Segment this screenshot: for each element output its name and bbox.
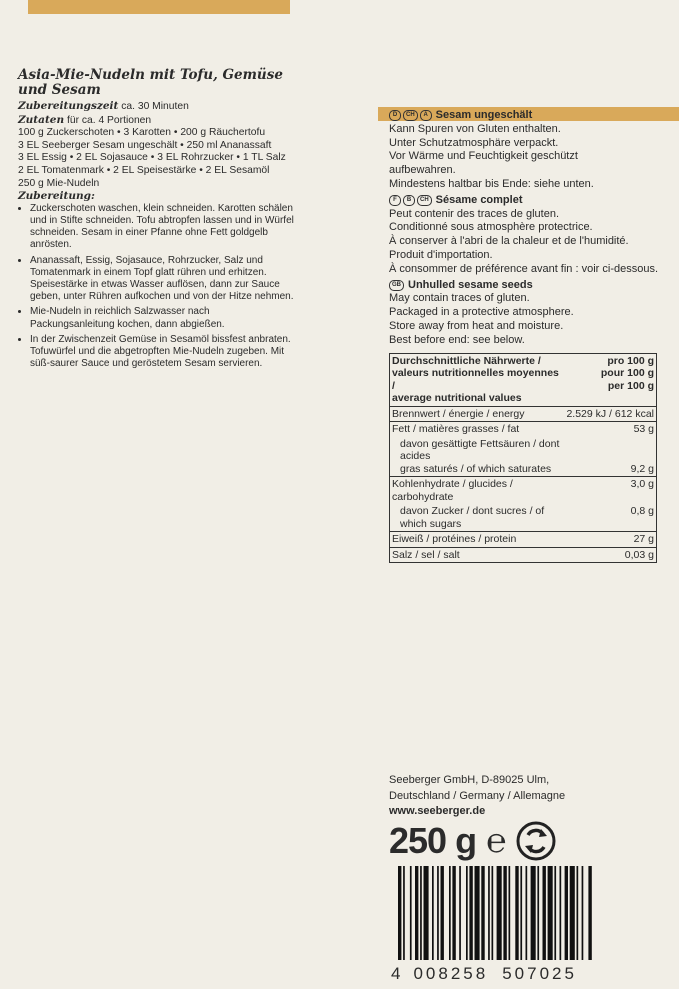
saturates-value: 9,2 g bbox=[630, 462, 654, 475]
saturates-label bbox=[390, 437, 565, 477]
barcode-bar bbox=[488, 866, 490, 960]
per-line: per 100 g bbox=[607, 379, 654, 392]
barcode-bar bbox=[420, 866, 422, 960]
barcode-bar bbox=[565, 866, 568, 960]
barcode-bar bbox=[588, 866, 591, 960]
ingredient-line: 250 g Mie-Nudeln bbox=[18, 177, 100, 189]
barcode-bar bbox=[531, 866, 536, 960]
step-item: • Mie-Nudeln in reichlich Salzwasser nach Packungsanleitung kochen, dann abgießen. bbox=[30, 306, 296, 330]
step-item: • Zuckerschoten waschen, klein schneiden. Karotten schälen und in Stifte schneiden. Tofu abtropfen lassen und in Würfel schneiden. Sesam in einer Pfanne ohne Fett goldgelb anrösten. bbox=[30, 203, 296, 252]
per-line: pro 100 g bbox=[607, 354, 654, 367]
barcode-bar bbox=[582, 866, 584, 960]
product-info bbox=[389, 107, 657, 563]
barcode-bar bbox=[441, 866, 444, 960]
country-codes bbox=[389, 195, 432, 206]
sugars-label: davon Zucker / dont sucres / of which sugars bbox=[400, 505, 545, 530]
info-line: aufbewahren. bbox=[389, 164, 456, 177]
per-line: pour 100 g bbox=[600, 367, 654, 380]
barcode-bar bbox=[554, 866, 556, 960]
recycling-arrows-icon bbox=[516, 821, 556, 861]
barcode-bar bbox=[449, 866, 451, 960]
energy-value: 2.529 kJ / 612 kcal bbox=[564, 406, 656, 422]
fat-label: Fett / matières grasses / fat bbox=[390, 422, 565, 437]
barcode-bar bbox=[537, 866, 539, 960]
country-code-badge: D bbox=[389, 110, 401, 121]
barcode-bar bbox=[492, 866, 494, 960]
info-line: Peut contenir des traces de gluten. bbox=[389, 207, 559, 220]
barcode-bar bbox=[403, 866, 405, 960]
company-website: www.seeberger.de bbox=[389, 805, 486, 817]
protein-label: Eiweiß / protéines / protein bbox=[390, 532, 565, 548]
nutrition-header-row bbox=[390, 353, 657, 406]
country-codes bbox=[389, 280, 404, 291]
salt-value: 0,03 g bbox=[564, 547, 656, 563]
barcode-bar bbox=[570, 866, 575, 960]
product-heading-en bbox=[389, 279, 657, 293]
ingredients-label: Zutaten bbox=[18, 113, 65, 126]
prep-time bbox=[18, 100, 296, 114]
barcode-bar bbox=[469, 866, 472, 960]
product-title-en: Unhulled sesame seeds bbox=[408, 278, 533, 291]
product-title-fr: Sésame complet bbox=[435, 193, 523, 206]
sugars-row bbox=[390, 504, 657, 532]
barcode-group: 507025 bbox=[502, 964, 577, 983]
nutrition-header-line: average nutritional values bbox=[392, 392, 522, 405]
company-address bbox=[389, 773, 565, 820]
barcode-bar bbox=[475, 866, 480, 960]
company-line: Deutschland / Germany / Allemagne bbox=[389, 789, 566, 802]
info-line: Unter Schutzatmosphäre verpackt. bbox=[389, 136, 559, 149]
per-100g-header bbox=[564, 353, 656, 406]
fat-value: 53 g bbox=[564, 422, 656, 437]
barcode-bar bbox=[415, 866, 418, 960]
protein-value: 27 g bbox=[564, 532, 656, 548]
country-code-badge: B bbox=[403, 195, 415, 206]
saturates-label-line: gras saturés / of which saturates bbox=[400, 462, 552, 475]
barcode-bar bbox=[481, 866, 484, 960]
recipe-title: Asia-Mie-Nudeln mit Tofu, Gemüse und Sesam bbox=[18, 67, 283, 98]
info-line: Mindestens haltbar bis Ende: siehe unten. bbox=[389, 177, 594, 190]
product-heading-fr bbox=[389, 194, 657, 208]
salt-row bbox=[390, 547, 657, 563]
fat-row bbox=[390, 422, 657, 437]
country-code-badge: CH bbox=[417, 195, 432, 206]
barcode-group: 008258 bbox=[413, 964, 489, 983]
barcode-first-digit: 4 bbox=[391, 964, 404, 983]
nutrition-table bbox=[389, 353, 657, 564]
info-line: May contain traces of gluten. bbox=[389, 292, 530, 305]
barcode-bar bbox=[515, 866, 518, 960]
ingredient-line: 2 EL Tomatenmark • 2 EL Speisestärke • 2 EL Sesamöl bbox=[18, 164, 270, 176]
info-line: À conserver à l'abri de la chaleur et de l'humidité. bbox=[389, 235, 629, 248]
protein-row bbox=[390, 532, 657, 548]
company-line: Seeberger GmbH, D-89025 Ulm, bbox=[389, 774, 550, 786]
energy-label: Brennwert / énergie / energy bbox=[390, 406, 565, 422]
barcode-bar bbox=[577, 866, 579, 960]
barcode-bar bbox=[509, 866, 511, 960]
info-line: Packaged in a protective atmosphere. bbox=[389, 306, 574, 319]
product-heading-de bbox=[389, 109, 657, 123]
barcode-bar bbox=[424, 866, 429, 960]
barcode-bar bbox=[452, 866, 455, 960]
sugars-value: 0,8 g bbox=[630, 505, 654, 518]
carbohydrate-value: 3,0 g bbox=[564, 477, 656, 505]
barcode-bar bbox=[560, 866, 562, 960]
carbohydrate-row bbox=[390, 477, 657, 505]
barcode-bar bbox=[459, 866, 461, 960]
saturates-row bbox=[390, 437, 657, 477]
weight-value: 250 g bbox=[389, 820, 477, 861]
info-line: Produit d'importation. bbox=[389, 248, 493, 261]
energy-row bbox=[390, 406, 657, 422]
barcode-bar bbox=[503, 866, 506, 960]
product-title-de: Sesam ungeschält bbox=[435, 109, 533, 121]
nutrition-header-line: Durchschnittliche Nährwerte / bbox=[392, 354, 541, 367]
net-weight bbox=[389, 820, 556, 862]
barcode-bar bbox=[526, 866, 528, 960]
country-code-badge: CH bbox=[403, 110, 418, 121]
top-color-band-left bbox=[28, 0, 290, 14]
nutrition-header bbox=[390, 353, 565, 406]
steps-label: Zubereitung: bbox=[18, 190, 95, 203]
country-code-badge: GB bbox=[389, 280, 404, 291]
salt-label: Salz / sel / salt bbox=[390, 547, 565, 563]
ingredient-line: 3 EL Essig • 2 EL Sojasauce • 3 EL Rohrzucker • 1 TL Salz bbox=[18, 152, 286, 164]
barcode-bar bbox=[520, 866, 522, 960]
ingredient-line: 3 EL Seeberger Sesam ungeschält • 250 ml Ananassaft bbox=[18, 139, 272, 151]
estimated-sign: ℮ bbox=[486, 822, 507, 860]
barcode-bar bbox=[410, 866, 412, 960]
barcode-bar bbox=[437, 866, 439, 960]
country-code-badge: F bbox=[389, 195, 401, 206]
info-line: Best before end: see below. bbox=[389, 333, 525, 346]
barcode-bars bbox=[398, 866, 654, 960]
ingredients-value: für ca. 4 Portionen bbox=[67, 114, 152, 126]
saturates-label-line: davon gesättigte Fettsäuren / dont acides bbox=[400, 437, 560, 463]
barcode-bar bbox=[432, 866, 434, 960]
barcode-bar bbox=[398, 866, 401, 960]
prep-value: ca. 30 Minuten bbox=[121, 101, 189, 112]
steps-list bbox=[18, 203, 296, 371]
info-line: À consommer de préférence avant fin : voir ci-dessous. bbox=[389, 262, 659, 275]
ingredient-line: 100 g Zuckerschoten • 3 Karotten • 200 g Räuchertofu bbox=[18, 127, 266, 139]
prep-label: Zubereitungszeit bbox=[18, 100, 119, 112]
ingredients-heading bbox=[18, 114, 296, 128]
barcode-bar bbox=[466, 866, 468, 960]
country-code-badge: A bbox=[420, 110, 432, 121]
barcode-bar bbox=[548, 866, 553, 960]
country-codes bbox=[389, 110, 432, 121]
carbohydrate-label: Kohlenhydrate / glucides / carbohydrate bbox=[390, 477, 565, 505]
nutrition-header-line: valeurs nutritionnelles moyennes / bbox=[392, 367, 559, 392]
step-item: • Ananassaft, Essig, Sojasauce, Rohrzucker, Salz und Tomatenmark in einem Topf glatt rühren und erhitzen. Speisestärke in etwas Wasser auflösen, dann zur Sauce geben, unter Rühren aufkochen und von der Hitze nehmen. bbox=[30, 255, 296, 304]
info-line: Vor Wärme und Feuchtigkeit geschützt bbox=[389, 150, 578, 163]
barcode-bar bbox=[497, 866, 502, 960]
barcode-bar bbox=[543, 866, 546, 960]
step-item: • In der Zwischenzeit Gemüse in Sesamöl bissfest anbraten. Tofuwürfel und die abgetropften Mie-Nudeln zugeben. Mit süß-saurer Sauce und geröstetem Sesam servieren. bbox=[30, 334, 296, 371]
info-line: Conditionné sous atmosphère protectrice. bbox=[389, 221, 593, 234]
barcode-digits bbox=[391, 964, 651, 984]
info-line: Kann Spuren von Gluten enthalten. bbox=[389, 122, 561, 135]
info-line: Store away from heat and moisture. bbox=[389, 319, 564, 332]
recipe-section bbox=[18, 68, 296, 373]
